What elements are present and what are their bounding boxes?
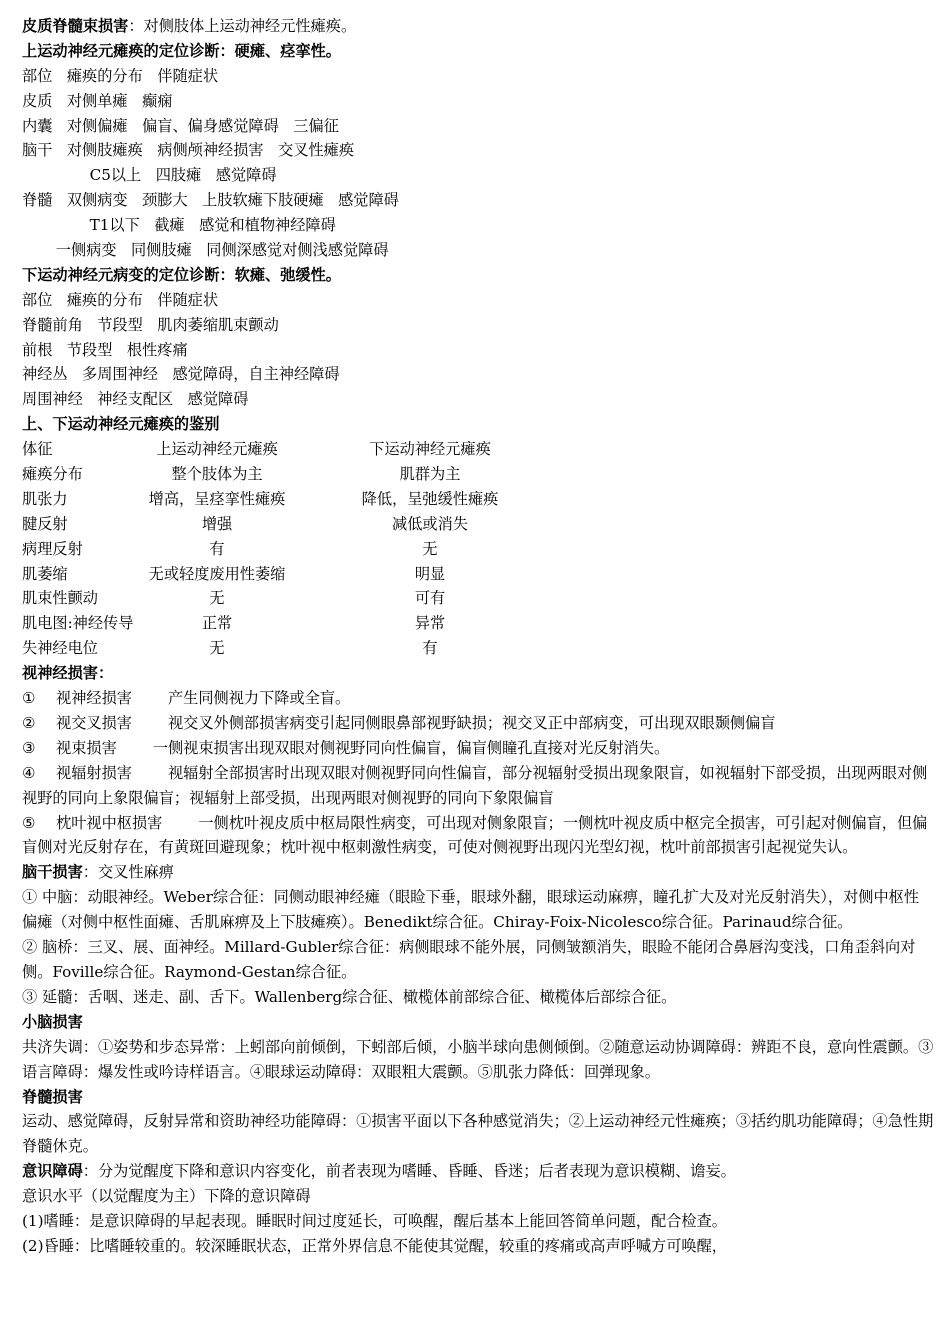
umn-row: 脊髓 双侧病变 颈膨大 上肢软瘫下肢硬瘫 感觉障碍 bbox=[22, 191, 399, 210]
umn-row: 皮质 对侧单瘫 癫痫 bbox=[22, 91, 173, 110]
optic-item-text: 一侧枕叶视皮质中枢局限性病变，可出现对侧象限盲；一侧枕叶视皮质中枢完全损害，可引起对侧偏盲，但偏盲侧对光反射存在，有黄斑回避现象；枕叶视中枢刺激性病变，可使对侧视野出现闪光型幻视，枕叶前部损害引起视觉失认。 bbox=[22, 813, 928, 857]
lmn-row: 脊髓前角 节段型 肌肉萎缩肌束颤动 bbox=[22, 315, 279, 334]
table-cell: 无 bbox=[209, 589, 225, 608]
table-cell: 减低或消失 bbox=[392, 514, 468, 533]
table-row bbox=[22, 586, 934, 611]
optic-item bbox=[22, 711, 934, 736]
table-row bbox=[22, 636, 934, 661]
consciousness-subheading: 意识水平（以觉醒度为主）下降的意识障碍 bbox=[22, 1187, 311, 1206]
table-cell: 肌张力 bbox=[22, 489, 68, 508]
brainstem-text: ：交叉性麻痹 bbox=[82, 863, 174, 882]
consciousness-item: (1)嗜睡：是意识障碍的早起表现。睡眠时间过度延长，可唤醒，醒后基本上能回答简单问题，配合检查。 bbox=[22, 1212, 727, 1230]
optic-item bbox=[22, 761, 934, 811]
optic-item-number: ① bbox=[22, 689, 36, 708]
optic-item-label: 视交叉损害 bbox=[56, 713, 132, 732]
optic-item bbox=[22, 736, 934, 761]
optic-item-text: 视交叉外侧部损害病变引起同侧眼鼻部视野缺损；视交叉正中部病变，可出现双眼颞侧偏盲 bbox=[167, 713, 776, 732]
table-cell: 腱反射 bbox=[22, 514, 68, 533]
umn-table bbox=[22, 64, 934, 263]
umn-heading: 上运动神经元瘫痪的定位诊断：硬瘫、痉挛性。 bbox=[22, 41, 341, 60]
table-cell: 病理反射 bbox=[22, 539, 83, 558]
table-row bbox=[22, 512, 934, 537]
optic-item-label: 视辐射损害 bbox=[56, 763, 132, 782]
umn-row: 脑干 对侧肢瘫痪 病侧颅神经损害 交叉性瘫痪 bbox=[22, 141, 355, 160]
optic-item bbox=[22, 811, 934, 861]
brainstem-item: ② 脑桥：三叉、展、面神经。Millard-Gubler综合征：病侧眼球不能外展，同侧皱额消失，眼睑不能闭合鼻唇沟变浅，口角歪斜向对侧。Foville综合征。Raymond-Gestan综合征。 bbox=[22, 938, 916, 981]
optic-item-label: 视神经损害 bbox=[56, 689, 132, 708]
table-cell: 失神经电位 bbox=[22, 639, 98, 658]
cerebellum-heading: 小脑损害 bbox=[22, 1012, 83, 1031]
table-cell: 肌萎缩 bbox=[22, 564, 68, 583]
lmn-row: 周围神经 神经支配区 感觉障碍 bbox=[22, 390, 249, 409]
optic-item-number: ④ bbox=[22, 763, 36, 782]
optic-item-number: ② bbox=[22, 713, 36, 732]
cortical-spinal-heading: 皮质脊髓束损害 bbox=[22, 17, 129, 35]
optic-list bbox=[22, 686, 934, 860]
optic-heading: 视神经损害： bbox=[22, 664, 114, 683]
brainstem-heading: 脑干损害 bbox=[22, 863, 83, 882]
umn-row: 内囊 对侧偏瘫 偏盲、偏身感觉障碍 三偏征 bbox=[22, 116, 339, 135]
table-cell: 增高，呈痉挛性瘫痪 bbox=[148, 489, 286, 508]
table-cell: 无 bbox=[422, 539, 438, 558]
brainstem-item: ① 中脑：动眼神经。Weber综合征：同侧动眼神经瘫（眼睑下垂，眼球外翻，眼球运动麻痹，瞳孔扩大及对光反射消失），对侧中枢性偏瘫（对侧中枢性面瘫、舌肌麻痹及上下肢瘫痪）。Benedikt综合征。Chiray-Foix-Nicolesco综合征。Parinaud综合征。 bbox=[22, 888, 920, 932]
table-cell: 异常 bbox=[414, 614, 446, 633]
table-cell: 无或轻度废用性萎缩 bbox=[148, 564, 286, 583]
umn-row: 部位 瘫痪的分布 伴随症状 bbox=[22, 66, 219, 85]
optic-item-text: 视辐射全部损害时出现双眼对侧视野同向性偏盲，部分视辐射受损出现象限盲，如视辐射下部受损，出现两眼对侧视野的同向上象限偏盲；视辐射上部受损，出现两眼对侧视野的同向下象限偏盲 bbox=[22, 763, 928, 807]
document-page bbox=[22, 14, 934, 1259]
table-row bbox=[22, 537, 934, 562]
umn-row: 一侧病变 同侧肢瘫 同侧深感觉对侧浅感觉障碍 bbox=[22, 241, 389, 260]
table-cell: 无 bbox=[209, 639, 225, 658]
cerebellum-text: 共济失调：①姿势和步态异常：上蚓部向前倾倒，下蚓部后倾，小脑半球向患侧倾倒。②随意运动协调障碍：辨距不良，意向性震颤。③语言障碍：爆发性或吟诗样语言。④眼球运动障碍：双眼粗大震颤。⑤肌张力降低：回弹现象。 bbox=[22, 1037, 934, 1081]
table-header-row bbox=[22, 437, 934, 462]
consciousness-text: ：分为觉醒度下降和意识内容变化，前者表现为嗜睡、昏睡、昏迷；后者表现为意识模糊、谵妄。 bbox=[82, 1162, 736, 1181]
consciousness-item: (2)昏睡：比嗜睡较重的。较深睡眠状态，正常外界信息不能使其觉醒，较重的疼痛或高声呼喊方可唤醒， bbox=[22, 1236, 727, 1255]
table-cell: 肌电图:神经传导 bbox=[22, 614, 134, 633]
table-cell: 可有 bbox=[414, 589, 446, 608]
table-cell: 正常 bbox=[201, 614, 233, 633]
lmn-heading: 下运动神经元病变的定位诊断：软瘫、弛缓性。 bbox=[22, 265, 341, 284]
optic-item-number: ③ bbox=[22, 738, 36, 757]
lmn-table bbox=[22, 288, 934, 412]
table-cell: 有 bbox=[209, 539, 225, 558]
optic-item bbox=[22, 686, 934, 711]
table-cell: 下运动神经元瘫痪 bbox=[369, 440, 491, 459]
table-row bbox=[22, 487, 934, 512]
cortical-spinal-line bbox=[22, 14, 934, 39]
table-cell: 增强 bbox=[201, 514, 233, 533]
spinal-text: 运动、感觉障碍，反射异常和资助神经功能障碍：①损害平面以下各种感觉消失；②上运动神经元性瘫痪；③括约肌功能障碍；④急性期脊髓休克。 bbox=[22, 1112, 934, 1156]
table-row bbox=[22, 562, 934, 587]
table-cell: 有 bbox=[422, 639, 438, 658]
table-cell: 降低，呈弛缓性瘫痪 bbox=[361, 489, 499, 508]
table-cell: 瘫痪分布 bbox=[22, 465, 83, 484]
cortical-spinal-text: ：对侧肢体上运动神经元性瘫痪。 bbox=[128, 17, 357, 35]
umn-row: C5以上 四肢瘫 感觉障碍 bbox=[22, 166, 277, 185]
compare-table bbox=[22, 437, 934, 661]
table-row bbox=[22, 611, 934, 636]
table-cell: 明显 bbox=[414, 564, 446, 583]
lmn-row: 部位 瘫痪的分布 伴随症状 bbox=[22, 290, 219, 309]
optic-item-number: ⑤ bbox=[22, 813, 36, 832]
lmn-row: 神经丛 多周围神经 感觉障碍，自主神经障碍 bbox=[22, 365, 340, 384]
optic-item-text: 产生同侧视力下降或全盲。 bbox=[167, 689, 351, 708]
optic-item-label: 视束损害 bbox=[56, 738, 117, 757]
table-cell: 肌束性颤动 bbox=[22, 589, 98, 608]
table-cell: 肌群为主 bbox=[399, 465, 461, 484]
consciousness-line bbox=[22, 1159, 934, 1184]
brainstem-line bbox=[22, 860, 934, 885]
compare-heading: 上、下运动神经元瘫痪的鉴别 bbox=[22, 415, 220, 434]
table-row bbox=[22, 462, 934, 487]
table-cell: 体征 bbox=[22, 440, 53, 459]
consciousness-heading: 意识障碍 bbox=[22, 1162, 83, 1181]
umn-row: T1以下 截瘫 感觉和植物神经障碍 bbox=[22, 216, 336, 235]
table-cell: 上运动神经元瘫痪 bbox=[156, 440, 278, 459]
spinal-heading: 脊髓损害 bbox=[22, 1087, 83, 1106]
lmn-row: 前根 节段型 根性疼痛 bbox=[22, 340, 188, 359]
optic-item-text: 一侧视束损害出现双眼对侧视野同向性偏盲，偏盲侧瞳孔直接对光反射消失。 bbox=[152, 738, 670, 757]
brainstem-item: ③ 延髓：舌咽、迷走、副、舌下。Wallenberg综合征、橄榄体前部综合征、橄榄体后部综合征。 bbox=[22, 987, 677, 1006]
table-cell: 整个肢体为主 bbox=[171, 465, 263, 484]
optic-item-label: 枕叶视中枢损害 bbox=[56, 813, 163, 832]
